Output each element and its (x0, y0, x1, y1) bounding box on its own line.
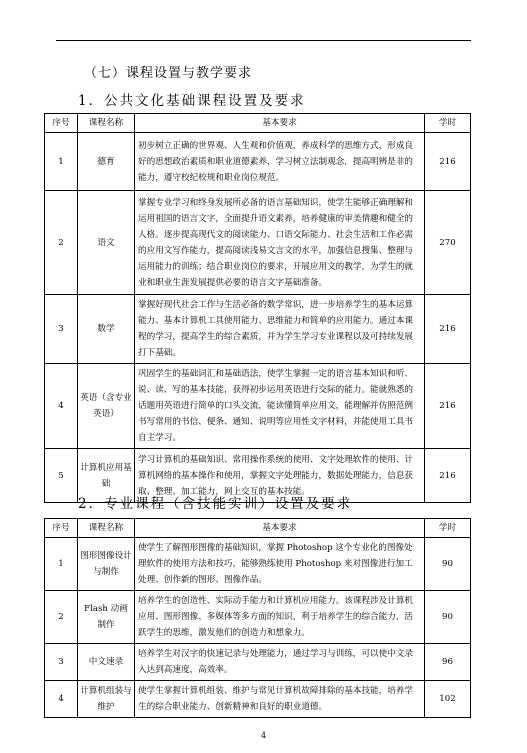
table-row (45, 191, 471, 295)
row-requirements: 使学生掌握计算机组装、维护与常见计算机故障排除的基本技能，培养学生的综合职业能力、创新精神和良好的职业道德。 (135, 681, 425, 718)
row-requirements: 掌握好现代社会工作与生活必备的数学常识，进一步培养学生的基本运算能力、基本计算机工具使用能力、思维能力和简单的应用能力。通过本课程的学习，提高学生的综合素质，并为学生学习专业课程以及可持续发展打下基础。 (135, 295, 425, 364)
row-hours: 216 (425, 449, 471, 503)
page-number: 4 (260, 731, 267, 740)
row-course-name: 中文速录 (78, 644, 135, 681)
row-no: 1 (45, 133, 78, 191)
row-course-name: 语文 (78, 191, 135, 295)
public-courses-table (44, 113, 471, 503)
header-no: 序号 (45, 114, 78, 133)
table-row (45, 681, 471, 718)
table-row (45, 538, 471, 591)
table-header-row (45, 519, 471, 538)
row-requirements: 培养学生的创造性、实际动手能力和计算机应用能力。该课程涉及计算机应用、图形图像、多媒体等多方面的知识，利于培养学生的综合能力，活跃学生的思维，激发他们的创造力和想象力。 (135, 591, 425, 644)
row-hours: 216 (425, 295, 471, 364)
row-no: 1 (45, 538, 78, 591)
row-course-name: Flash 动画制作 (78, 591, 135, 644)
row-course-name: 数学 (78, 295, 135, 364)
row-requirements: 初步树立正确的世界观、人生观和价值观，养成科学的思维方式，形成良好的思想政治素质和职业道德素养，学习树立法制观念，提高明辨是非的能力，遵守校纪校规和职业岗位规范。 (135, 133, 425, 191)
header-hours: 学时 (425, 114, 471, 133)
professional-courses-table (44, 518, 471, 718)
row-course-name: 德育 (78, 133, 135, 191)
table2-title: 2．专业课程（含技能实训）设置及要求 (78, 496, 353, 512)
row-course-name: 计算机应用基础 (78, 449, 135, 503)
row-requirements: 巩固学生的基础词汇和基础语法，使学生掌握一定的语言基本知识和听、说、读、写的基本技能，获得初步运用英语进行交际的能力。能就熟悉的话题用英语进行简单的口头交流，能读懂简单应用文，能理解并仿照范例书写常用的书信、便条、通知、说明等应用性文字材料，并能使用工具书自主学习。 (135, 364, 425, 449)
row-requirements: 掌握专业学习和终身发展所必备的语言基础知识，使学生能够正确理解和运用祖国的语言文字，全面提升语文素养，培养健康的审美情趣和健全的人格。逐步提高现代文的阅读能力、口语交际能力、社会生活和工作必需的应用文写作能力，提高阅读浅易文言文的水平，加强信息搜集、整理与运用能力的训练；结合职业岗位的要求，开展应用文的教学，为学生的就业和职业生涯发展提供必要的语言文字基础准备。 (135, 191, 425, 295)
header-course-name: 课程名称 (78, 519, 135, 538)
row-no: 5 (45, 449, 78, 503)
row-requirements: 使学生了解图形图像的基础知识，掌握 Photoshop 这个专业化的图像处理软件的使用方法和技巧，能够熟练使用 Photoshop 来对图像进行加工处理、创作新的图形、图像作品。 (135, 538, 425, 591)
row-hours: 216 (425, 133, 471, 191)
row-no: 3 (45, 644, 78, 681)
section-title: （七）课程设置与教学要求 (84, 66, 253, 81)
row-requirements: 学习计算机的基础知识、常用操作系统的使用、文字处理软件的使用、计算机网络的基本操作和使用，掌握文字处理能力，数据处理能力，信息获取、整理、加工能力，网上交互的基本技能。 (135, 449, 425, 503)
row-no: 2 (45, 591, 78, 644)
row-hours: 96 (425, 644, 471, 681)
row-no: 4 (45, 681, 78, 718)
header-requirements: 基本要求 (135, 519, 425, 538)
row-requirements: 培养学生对汉字的快速记录与处理能力，通过学习与训练，可以使中文录入达到高速度，高效率。 (135, 644, 425, 681)
header-course-name: 课程名称 (78, 114, 135, 133)
header-hours: 学时 (425, 519, 471, 538)
row-hours: 90 (425, 591, 471, 644)
row-course-name: 英语（含专业英语） (78, 364, 135, 449)
row-no: 4 (45, 364, 78, 449)
table-row (45, 133, 471, 191)
row-course-name: 计算机组装与维护 (78, 681, 135, 718)
table-header-row (45, 114, 471, 133)
table-row (45, 295, 471, 364)
row-no: 2 (45, 191, 78, 295)
row-course-name: 图形图像设计与制作 (78, 538, 135, 591)
row-hours: 102 (425, 681, 471, 718)
row-hours: 216 (425, 364, 471, 449)
table-row (45, 364, 471, 449)
table1-title: 1．公共文化基础课程设置及要求 (78, 93, 306, 109)
table-row (45, 644, 471, 681)
table-row (45, 591, 471, 644)
row-hours: 270 (425, 191, 471, 295)
row-no: 3 (45, 295, 78, 364)
header-no: 序号 (45, 519, 78, 538)
row-hours: 90 (425, 538, 471, 591)
header-rule (56, 40, 471, 41)
header-requirements: 基本要求 (135, 114, 425, 133)
